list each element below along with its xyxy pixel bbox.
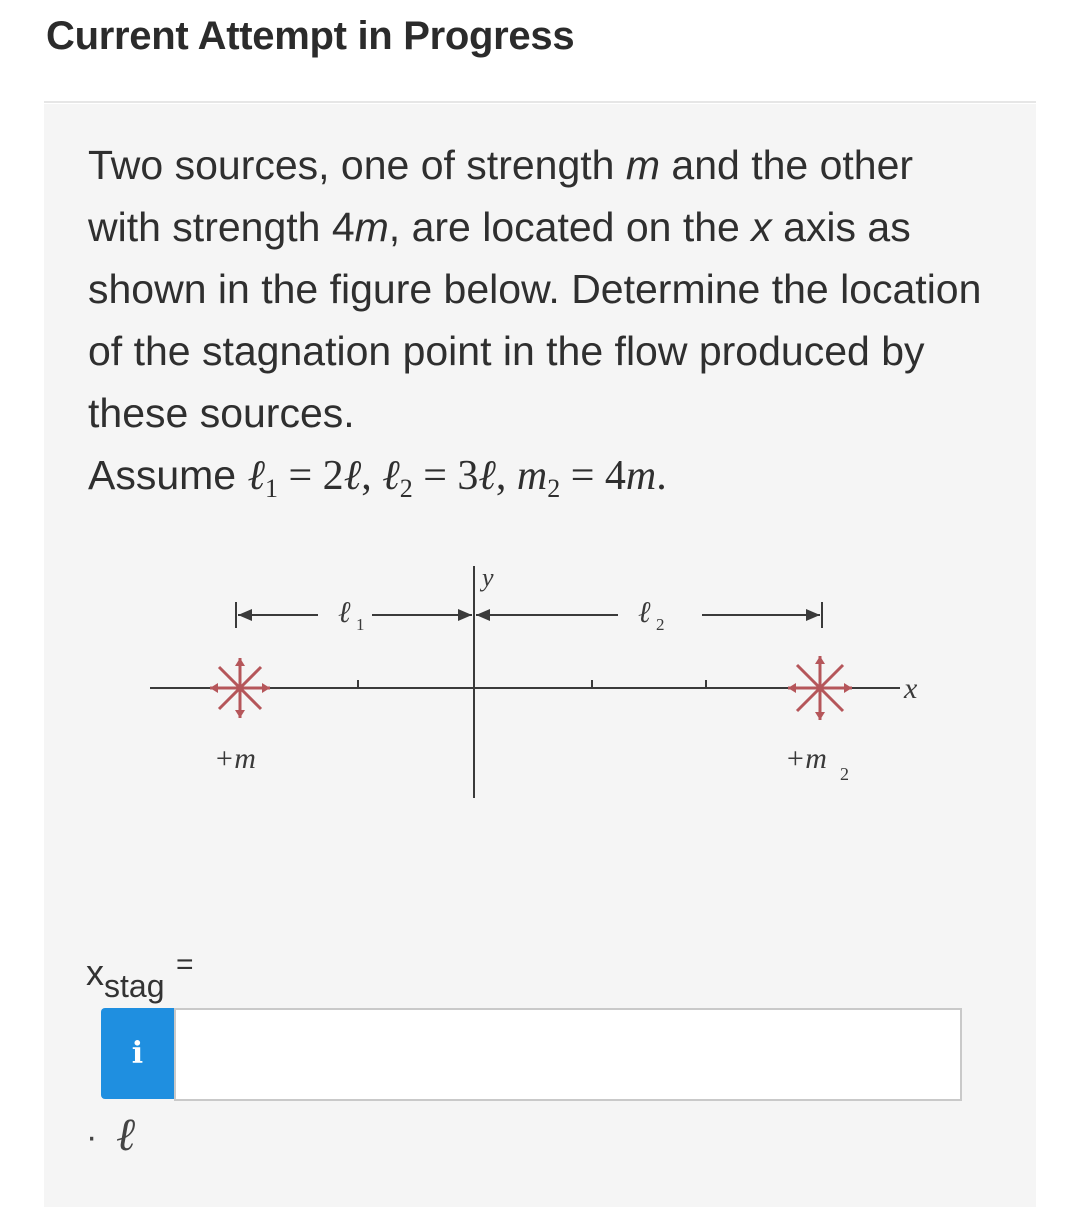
answer-unit: ℓ xyxy=(116,1109,136,1160)
l1-arrow-right xyxy=(458,609,472,621)
l2-label-sub: 2 xyxy=(656,615,665,634)
x-axis-label: x xyxy=(904,672,918,705)
l2-arrow-left xyxy=(476,609,490,621)
answer-label: $x_{stag}$ xyxy=(86,952,165,1004)
answer-input[interactable] xyxy=(174,1008,962,1101)
question-text: Two sources, one of strength m and the other with strength 4m, are located on the x axis as shown in the figure below. Determine the location of the stagnation point in the flow produced by these sources. Assume ℓ$_1$ = 2ℓ, ℓ$_2$ = 3ℓ, $m_2 = 4m$. xyxy=(88,142,982,503)
source-m2-icon xyxy=(788,656,852,720)
source-figure xyxy=(140,548,960,808)
header-divider xyxy=(44,101,1036,103)
source-m2-label-sub: 2 xyxy=(840,764,849,784)
assumption-math: ℓ$_1$ = 2ℓ, ℓ$_2$ = 3ℓ, $m_2 = 4m$. xyxy=(247,453,667,503)
source-m2-label: +m xyxy=(785,742,827,775)
assumption-line: Assume ℓ$_1$ = 2ℓ, ℓ$_2$ = 3ℓ, $m_2 = 4m$. xyxy=(88,452,667,503)
l1-arrow-left xyxy=(238,609,252,621)
y-axis-label: y xyxy=(482,563,494,592)
l1-label-sub: 1 xyxy=(356,615,365,634)
source-m-icon xyxy=(210,658,270,718)
info-icon[interactable]: i xyxy=(101,1008,174,1099)
source-diagram xyxy=(140,548,960,808)
source-m-label: +m xyxy=(214,742,256,775)
answer-equals: = xyxy=(176,948,194,981)
l1-label: ℓ xyxy=(338,596,351,629)
l2-label: ℓ xyxy=(638,596,651,629)
page-title: Current Attempt in Progress xyxy=(46,14,575,58)
l2-arrow-right xyxy=(806,609,820,621)
unit-bullet: · xyxy=(86,1118,98,1156)
